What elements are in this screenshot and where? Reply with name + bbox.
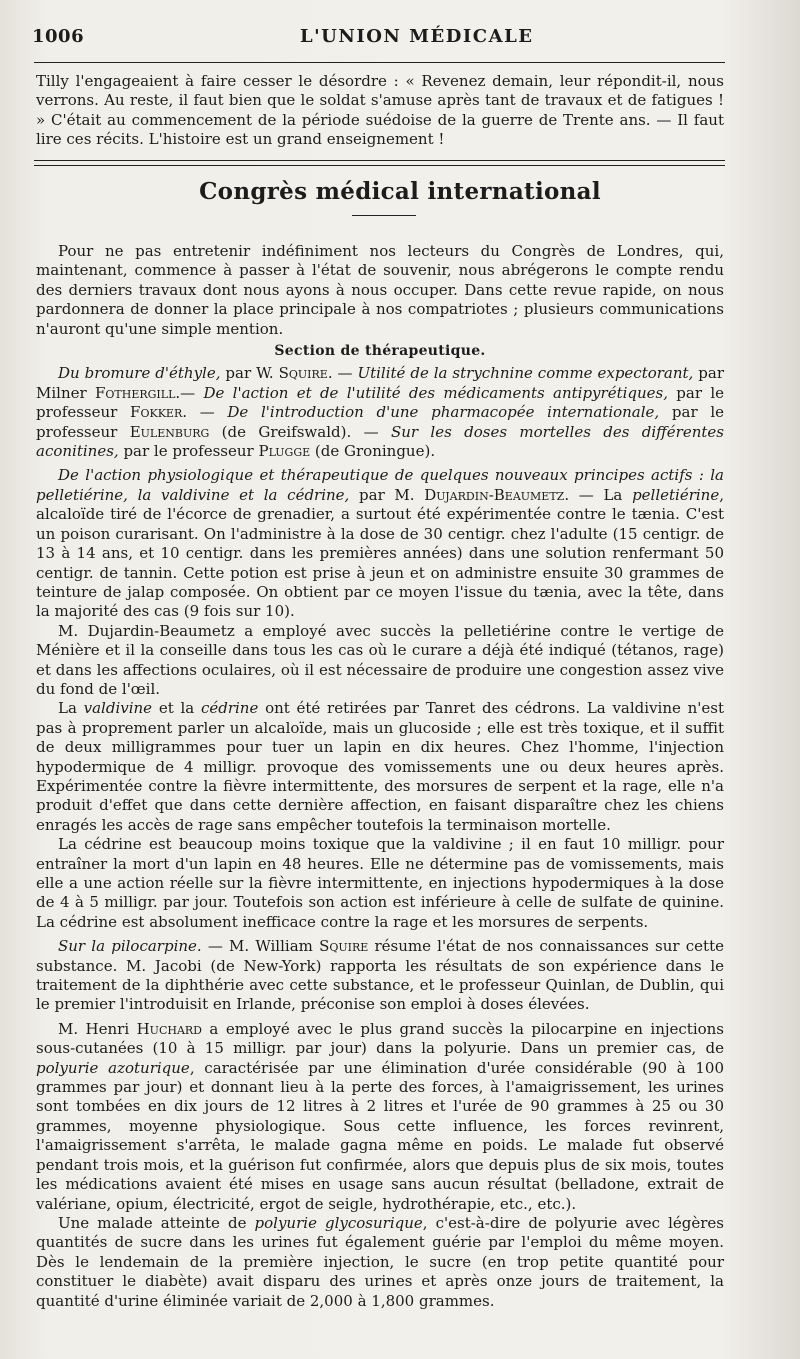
text-run: et la bbox=[152, 699, 201, 718]
text-run: .— bbox=[175, 383, 204, 402]
author-fokker: Fokker bbox=[130, 403, 183, 422]
author-eulenburg: Eulenburg bbox=[129, 422, 210, 441]
paragraph-valdivine bbox=[36, 699, 724, 835]
section-divider-bottom bbox=[34, 165, 725, 166]
text-run: Une malade atteinte de bbox=[58, 1213, 255, 1232]
text-run: par Milner bbox=[36, 364, 724, 402]
title-aconitines: Sur les doses mortelles des différentes aconitines, bbox=[36, 422, 724, 461]
text-run: par le professeur bbox=[36, 403, 724, 441]
text-run: , c'est-à-dire de polyurie avec légères quantités de sucre dans les urines fut également guérie par l'emploi du même moyen. Dès le lendemain de la première injection, le sucre (en trop petite quantité pour constituer le diabète) avait disparu des urines et après onze jours de traitement, la quantité d'urine éliminée variait de 2,000 à 1,800 grammes. bbox=[36, 1213, 724, 1310]
title-pharmacopee: De l'introduction d'une pharmacopée internationale, bbox=[227, 403, 660, 422]
text-run: , alcaloïde tiré de l'écorce de grenadier, a surtout été expérimentée contre le tænia. C'est un poison curarisant. On l'administre à la dose de 30 centigr. chez l'adulte (15 centigr. de 13 à 14 ans, et 10 centigr. dans les premières années) dans une solution renfermant 50 centigr. de tannin. Cette potion est prise à jeun et on administre ensuite 30 grammes de teinture de jalap composée. On obtient par ce moyen l'issue du tænia, avec la tête, dans la majorité des cas (9 fois sur 10). bbox=[36, 485, 725, 621]
term-cedrine: cédrine bbox=[200, 699, 259, 718]
author-dujardin-beaumetz: Dujardin-Beaumetz bbox=[424, 485, 565, 504]
author-squire: Squire bbox=[278, 364, 328, 383]
text-run: ont été retirées par Tanret des cédrons. La valdivine n'est pas à proprement parler un alcaloïde, mais un glucoside ; elle est très toxique, et il suffit de deux milligrammes pour tuer un lapin en dix heures. Chez l'homme, l'injection hypodermique de 4 milligr. provoque des vomissements une ou deux heures après. Expérimentée contre la fièvre intermittente, des morsures de serpent et la rage, elle n'a produit d'effet que dans cette dernière affection, en faisant disparaître chez les chiens enragés les accès de rage sans empêcher toutefois la terminaison mortelle. bbox=[36, 699, 725, 834]
page-header bbox=[32, 26, 730, 56]
text-run: M. Henri bbox=[58, 1019, 137, 1038]
text-run: résume l'état de nos connaissances sur cette substance. M. Jacobi (de New-York) rapporta les résultats de son expérience dans le traitement de la diphthérie avec cette substance, et le professeur Quinlan, de Dublin, qui le premier l'introduisit en Irlande, préconise son emploi à doses élevées. bbox=[36, 937, 724, 1014]
lead-paragraph: Pour ne pas entretenir indéfiniment nos lecteurs du Congrès de Londres, qui, maintenant, commence à passer à l'état de souvenir, nous abrégerons le compte rendu des derniers travaux dont nous ayons à nous occuper. Dans cette revue rapide, on nous pardonnera de donner la place principale à nos compatriotes ; plusieurs communications n'auront qu'une simple mention. bbox=[36, 242, 724, 338]
text-run: , caractérisée par une élimination d'urée considérable (90 à 100 grammes par jour) et donnant lieu à la perte des forces, à l'amaigrissement, les urines sont tombées en dix jours de 12 litres à 2 litres et l'urée de 90 grammes à 25 ou 30 grammes, moyenne physiologique. Sous cette influence, les forces revinrent, l'amaigrissement s'arrêta, le malade gagna même en poids. Le malade fut observé pendant trois mois, et la guérison fut confirmée, alors que depuis plus de six mois, toutes les médications avaient été mises en usage sans aucun résultat (belladone, extrait de valériane, opium, électricité, ergot de seigle, hydrothérapie, etc., etc.). bbox=[36, 1058, 725, 1213]
page-number: 1006 bbox=[32, 26, 85, 47]
intro-text: Tilly l'engageaient à faire cesser le désordre : « Revenez demain, leur répondit-il, nous verrons. Au reste, il faut bien que le soldat s'amuse après tant de travaux et de fatigues ! » C'était au commencement de la période suédoise de la guerre de Trente ans. — Il faut lire ces récits. L'histoire est un grand enseignement ! bbox=[36, 72, 724, 149]
section-heading: Section de thérapeutique. bbox=[274, 343, 486, 360]
text-run: . — bbox=[182, 403, 228, 422]
paragraph-pilocarpine bbox=[36, 937, 724, 1015]
paragraph-cedrine: La cédrine est beaucoup moins toxique que la valdivine ; il en faut 10 milligr. pour entraîner la mort d'un lapin en 48 heures. Elle ne détermine pas de vomissements, mais elle a une action réelle sur la fièvre intermittente, en injections hypodermiques à la dose de 4 à 5 milligr. par jour. Toutefois son action est inférieure à celle de sulfate de quinine. La cédrine est absolument inefficace contre la rage et les morsures de serpents. bbox=[36, 835, 724, 931]
text-run: (de Groningue). bbox=[310, 442, 436, 461]
title-antipyretiques: De l'action et de l'utilité des médicaments antipyrétiques, bbox=[203, 383, 669, 402]
author-squire-2: Squire bbox=[319, 937, 369, 956]
text-run: . — La bbox=[564, 485, 633, 504]
text-run: a employé avec le plus grand succès la pilocarpine en injections sous-cutanées (10 à 15 milligr. par jour) dans la polyurie. Dans un premier cas, de bbox=[36, 1019, 725, 1058]
text-run: — M. William bbox=[201, 937, 320, 956]
text-run: par le professeur bbox=[36, 383, 724, 422]
paragraph-pelletierine bbox=[36, 466, 724, 621]
text-run: . — bbox=[327, 364, 358, 383]
title-principes-actifs: De l'action physiologique et thérapeutique de quelques nouveaux principes actifs : la pelletiérine, la valdivine et la cédrine, bbox=[36, 466, 724, 504]
paragraph-huchard bbox=[36, 1020, 724, 1214]
text-run: par M. bbox=[349, 485, 425, 504]
term-polyurie-azoturique: polyurie azoturique bbox=[36, 1058, 190, 1077]
paragraph-menieres: M. Dujardin-Beaumetz a employé avec succès la pelletiérine contre le vertige de Ménière et il la conseille dans tous les cas où le curare a déjà été indiqué (tétanos, rage) et dans les affections oculaires, où il est nécessaire de produire une congestion assez vive du fond de l'œil. bbox=[36, 621, 724, 698]
text-run: La bbox=[58, 699, 84, 718]
title-pilocarpine: Sur la pilocarpine. bbox=[58, 937, 202, 956]
term-polyurie-glycosurique: polyurie glycosurique bbox=[254, 1213, 423, 1232]
text-run: (de Greifswald). — bbox=[209, 422, 391, 441]
title-underline bbox=[352, 215, 416, 216]
paragraph-communications bbox=[36, 364, 724, 461]
article-body bbox=[36, 242, 724, 1311]
paragraph-glycosurique bbox=[36, 1214, 724, 1311]
running-title: L'UNION MÉDICALE bbox=[300, 26, 534, 47]
author-huchard: Huchard bbox=[136, 1019, 202, 1038]
intro-paragraph bbox=[36, 72, 724, 150]
title-strychnine: Utilité de la strychnine comme expectorant, bbox=[357, 364, 694, 383]
term-valdivine: valdivine bbox=[83, 699, 153, 718]
header-rule bbox=[34, 62, 725, 63]
text-run: par W. bbox=[220, 364, 279, 383]
section-divider-top bbox=[34, 160, 725, 161]
article-title: Congrès médical international bbox=[199, 178, 601, 205]
author-fothergill: Fothergill bbox=[94, 383, 176, 402]
author-plugge: Plugge bbox=[258, 442, 311, 461]
text-run: par le professeur bbox=[118, 442, 259, 461]
term-pelletierine: pelletiérine bbox=[632, 485, 720, 504]
title-bromure: Du bromure d'éthyle, bbox=[58, 364, 221, 383]
